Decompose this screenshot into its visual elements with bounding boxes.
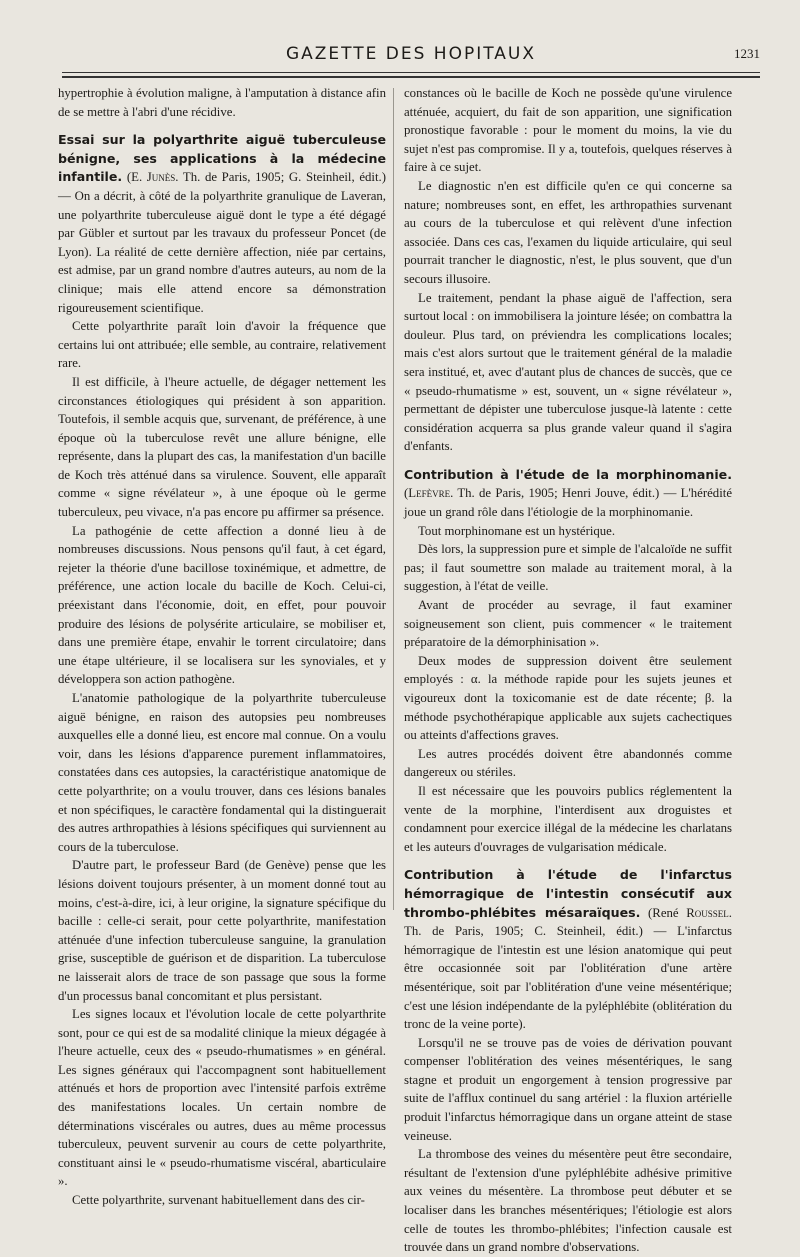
review-essai-polyarthrite xyxy=(58,131,386,317)
section-intro-text: . Th. de Paris, 1905; Henri Jouve, édit.) — L'hérédité joue un grand rôle dans l'étiologie de la morphinomanie. xyxy=(404,486,732,520)
section-heading: Contribution à l'étude de la morphinomanie. xyxy=(404,466,732,482)
section-intro-text: . Th. de Paris, 1905; G. Steinheil, édit.) — On a décrit, à côté de la polyarthrite granulique de Laveran, une polyarthrite tuberculeuse aiguë dont le type a été dégagé par Gübler et surtout par les travaux du professeur Poncet (de Lyon). La réalité de cette dernière affection, niée par certains, est admise, par un grand nombre d'autres auteurs, au nom de la clinique; mais elle attend encore sa démonstration rigoureusement scientifique. xyxy=(58,170,386,315)
paragraph: Il est nécessaire que les pouvoirs publics réglementent la vente de la morphine, l'interdisent aux droguistes et condamnent pour exercice illégal de la médecine les charlatans et les auteurs d'ouvrages de vulgarisation médicale. xyxy=(404,783,732,854)
section-heading: Contribution à l'étude de l'infarctus hémorragique de l'intestin consécutif aux thrombo-phlébites mésaraïques. xyxy=(404,867,732,920)
section-intro-part: ( xyxy=(404,486,409,501)
paragraph: Dès lors, la suppression pure et simple de l'alcaloïde ne suffit pas; il faut soumettre son malade au traitement moral, à la suggestion, à l'état de veille. xyxy=(404,542,732,594)
review-morphinomanie xyxy=(404,466,732,522)
paragraph: Les signes locaux et l'évolution locale de cette polyarthrite sont, pour ce qui est de sa modalité clinique la mieux dégagée à l'heure actuelle, ceux des « pseudo-rhumatismes » en général. Les signes généraux qui l'accompagnent sont habituellement atténués et hors de proportion avec l'intensité parfois extrême des manifestations locales. Un certain nombre de déterminations viscérales ou autres, dues au même processus tuberculeux, peuvent survenir au cours de cette polyarthrite, constituant ainsi le « pseudo-rhumatisme viscéral, abarticulaire ». xyxy=(58,1007,386,1189)
section-intro-part: (René xyxy=(640,905,687,920)
paragraph: Le diagnostic n'en est difficile qu'en ce qui concerne sa nature; nombreuses sont, en effet, les arthropathies survenant au cours de la tuberculose et qui relèvent d'une infection associée. Dans ces cas, l'examen du liquide articulaire, qui seul pourrait trancher le diagnostic, n'est, le plus souvent, que d'un secours illusoire. xyxy=(404,178,732,286)
author-name: Roussel xyxy=(686,905,729,920)
paragraph: hypertrophie à évolution maligne, à l'amputation à distance afin de se mettre à l'abri d'une récidive. xyxy=(58,86,386,119)
section-intro-part: (E. xyxy=(122,170,147,185)
section-intro-text: . Th. de Paris, 1905; C. Steinheil, édit.) — L'infarctus hémorragique de l'intestin est une lésion anatomique qui peut être occasionnée soit par l'oblitération d'une artère mésentérique, soit par l'oblitération d'une veine mésentérique; c'est une lésion indépendante de la pyléphlébite (oblitération du tronc de la veine porte). xyxy=(404,905,732,1032)
author-name: Lefèvre xyxy=(408,486,451,501)
paragraph: D'autre part, le professeur Bard (de Genève) pense que les lésions doivent toujours présenter, à un moment donné tout au moins, c'est-à-dire, ici, à leur origine, la signature spécifique du bacille : celle-ci serait, pour cette polyarthrite, manifestation atténuée d'une infection tuberculeuse sanguine, la granulation grise, susceptible de guérison et de disparition. La tuberculose ne laisserait alors de trace de son passage que sous la forme d'un processus banal concomitant et plus persistant. xyxy=(58,858,386,1003)
paragraph: Cette polyarthrite, survenant habituellement dans des cir- xyxy=(72,1193,365,1208)
paragraph: La thrombose des veines du mésentère peut être secondaire, résultant de l'extension d'une pyléphlébite adhésive primitive aux veines du mésentère. La thrombose peut débuter et se localiser dans les branches mésentériques; l'étiologie est alors celle de toutes les thrombo-phlébites; l'infection causale est trouvée dans un grand nombre d'observations. xyxy=(404,1147,732,1255)
paragraph: Le traitement, pendant la phase aiguë de l'affection, sera surtout local : on immobilisera la jointure lésée; on combattra la douleur. Plus tard, on préviendra les complications locales; mais c'est alors surtout que le traitement général de la maladie sera institué, et, avec d'autant plus de chances de succès, que ce « pseudo-rhumatisme » est, souvent, un « signe révélateur », permettant de dépister une tuberculose jusque-là latente : cette considération acquerra sa plus grande valeur quand il s'agira d'enfants. xyxy=(404,290,732,454)
paragraph: Cette polyarthrite paraît loin d'avoir la fréquence que certains lui ont attribuée; elle semble, au contraire, relativement rare. xyxy=(58,319,386,371)
paragraph: Avant de procéder au sevrage, il faut examiner soigneusement son client, puis commencer « le traitement préparatoire de la démorphinisation ». xyxy=(404,598,732,650)
page-header xyxy=(62,44,760,68)
paragraph: La pathogénie de cette affection a donné lieu à de nombreuses discussions. Nous pensons qu'il faut, à cet égard, rejeter la théorie d'une bacillose toxinémique, et admettre, de préférence, une action locale du bacille de Koch. Celui-ci, préexistant dans l'économie, doit, en effet, pour pouvoir produire des lésions de polysérite articulaire, se mobiliser et, dans une première étape, envahir le torrent circulatoire; dans une étape ultérieure, il se localisera sur les synoviales, et y développera son action pathogène. xyxy=(58,523,386,687)
paragraph: constances où le bacille de Koch ne possède qu'une virulence atténuée, acquiert, du fait de son apparition, une signification pronostique favorable : pour le moment du moins, la vie du sujet n'est pas compromise. Il y a, toutefois, quelques réserves à faire à ce sujet. xyxy=(404,86,732,175)
author-name: Junès xyxy=(146,170,176,185)
header-rule-double xyxy=(62,76,760,78)
column-divider xyxy=(393,88,394,910)
page-number: 1231 xyxy=(734,46,760,61)
paragraph: L'anatomie pathologique de la polyarthrite tuberculeuse aiguë bénigne, en raison des autopsies peu nombreuses auxquelles elle a donné lieu, est encore mal connue. On a voulu voir, dans les lésions d'apparence purement inflammatoires, constatées dans ces autopsies, la caractéristique anatomique de cette polyarthrite; on a voulu trouver, dans ces lésions banales et non spécifiques, le caractère fondamental qui la distinguerait des autres arthropathies à lésions spécifiques qui surviennent au cours de la tuberculose. xyxy=(58,691,386,854)
paragraph: Les autres procédés doivent être abandonnés comme dangereux ou stériles. xyxy=(404,746,732,780)
paragraph: Il est difficile, à l'heure actuelle, de dégager nettement les circonstances étiologiques qui président à son apparition. Toutefois, il semble acquis que, survenant, de préférence, à une époque où la tuberculose revêt une allure bénigne, elle représente, dans la plupart des cas, la manifestation d'un bacille de Koch très atténué dans sa virulence. Souvent, elle apparaît comme « signe révélateur », à une époque où le germe tuberculeux, peu vivace, n'a pas encore pu affirmer sa présence. xyxy=(58,374,386,520)
paragraph: Tout morphinomane est un hystérique. xyxy=(418,523,616,538)
left-column xyxy=(58,84,386,1210)
header-rule xyxy=(62,72,760,73)
journal-title: GAZETTE DES HOPITAUX xyxy=(285,44,537,64)
review-infarctus-intestin xyxy=(404,866,732,1033)
paragraph: Deux modes de suppression doivent être seulement employés : α. la méthode rapide pour les sujets jeunes et vigoureux dont la toxicomanie est de date récente; β. la méthode psychothérapique applicable aux sujets cachectiques ou atteints d'affections graves. xyxy=(404,653,732,743)
paragraph: Lorsqu'il ne se trouve pas de voies de dérivation pouvant compenser l'oblitération des veines mésentériques, le sang stagne et produit un engorgement à tension progressive par suite de l'afflux continuel du sang artériel : la fluxion artérielle produit l'infarctus hémorragique dans un organe atteint de stase veineuse. xyxy=(404,1035,732,1143)
section-heading: Essai sur la polyarthrite aiguë tuberculeuse bénigne, ses applications à la médecine infantile. xyxy=(58,132,386,185)
right-column xyxy=(404,84,732,1257)
